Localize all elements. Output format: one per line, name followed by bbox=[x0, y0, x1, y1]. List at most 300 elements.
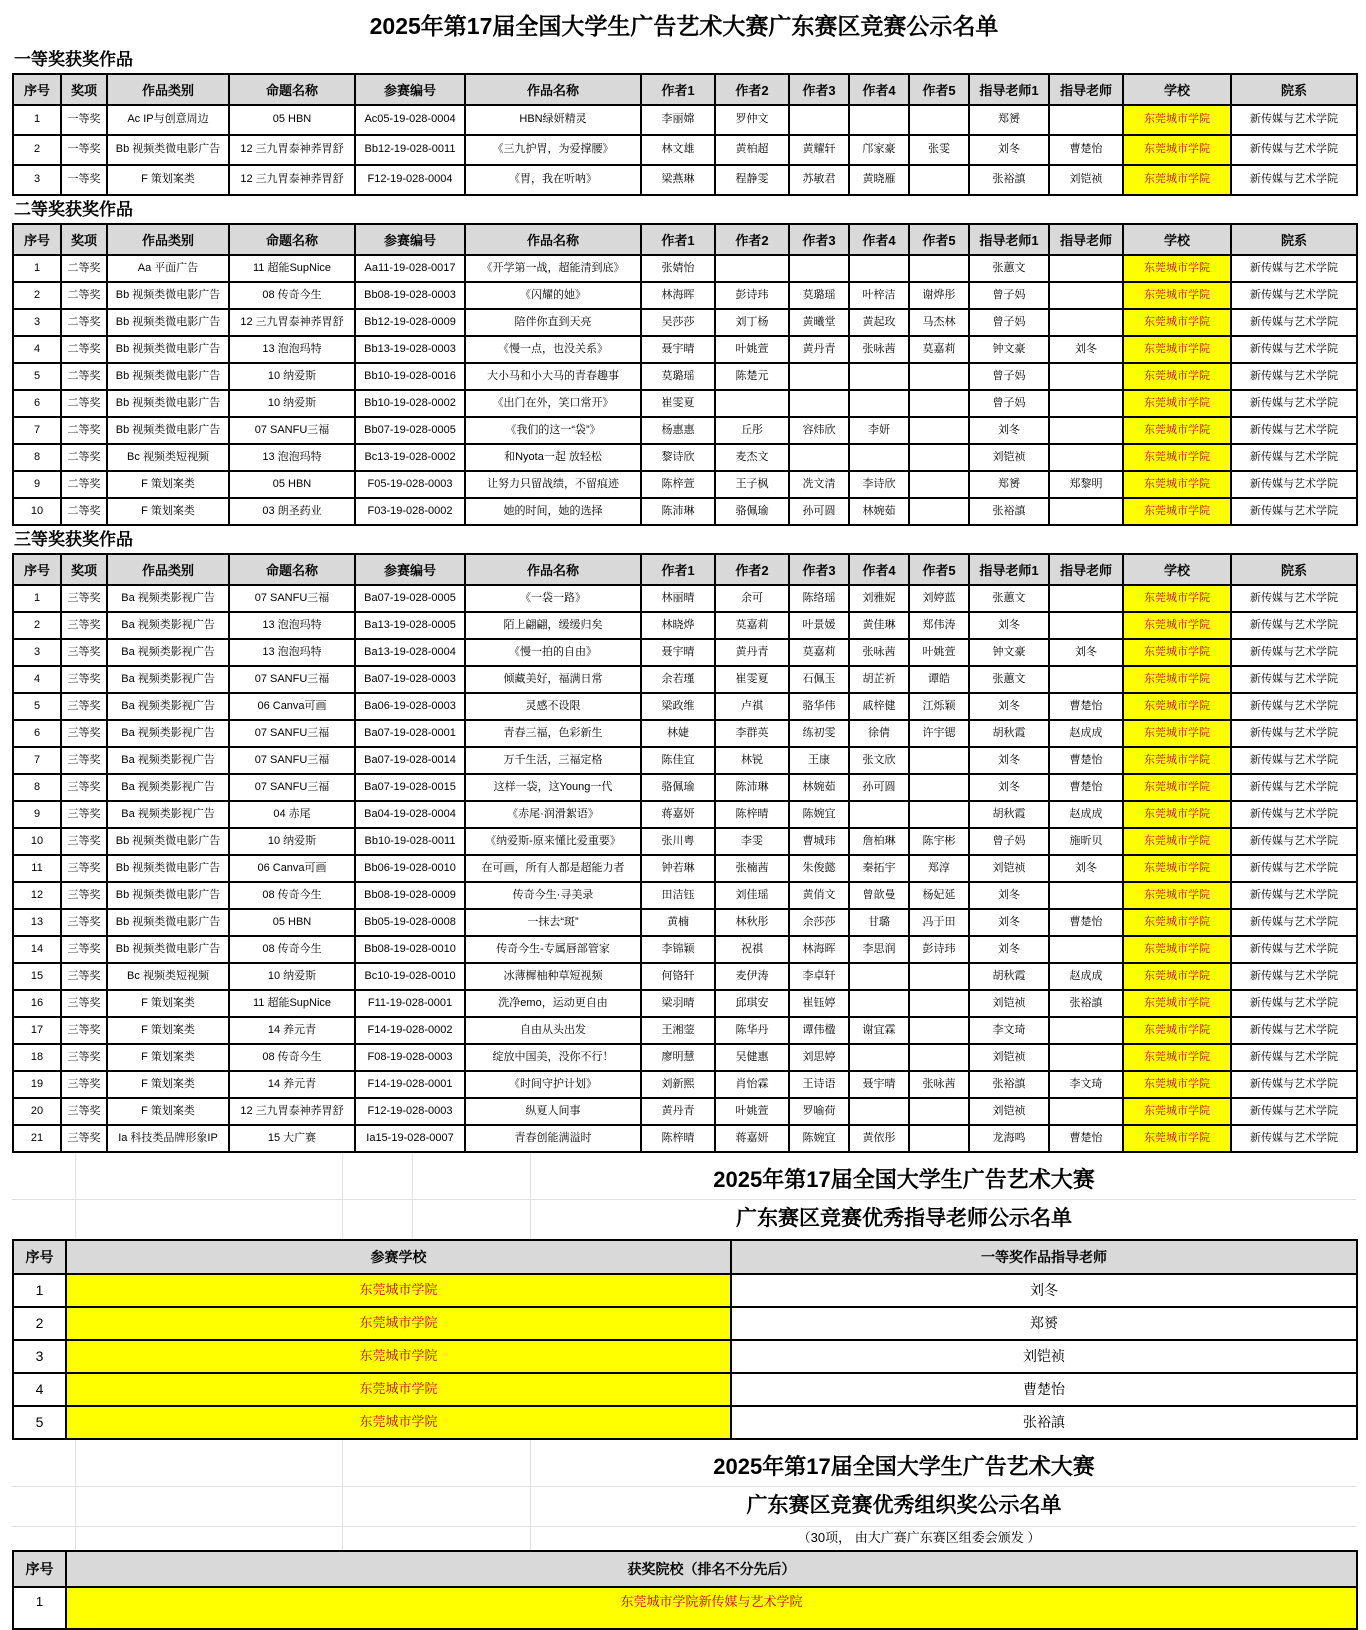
table-cell: F14-19-028-0001 bbox=[355, 1071, 465, 1098]
table-cell: 3 bbox=[13, 309, 61, 336]
table-cell: 刘铠祯 bbox=[969, 1044, 1049, 1071]
table-cell: 1 bbox=[13, 255, 61, 282]
org-award-title-band bbox=[12, 1440, 1356, 1550]
table-cell: 东莞城市学院 bbox=[1123, 666, 1231, 693]
section-label-first-prize: 一等奖获奖作品 bbox=[14, 50, 133, 69]
table-cell: 罗仲文 bbox=[715, 105, 789, 135]
table-cell: 1 bbox=[13, 1587, 66, 1629]
table-cell: 刘冬 bbox=[969, 882, 1049, 909]
table-cell: 刘冬 bbox=[969, 693, 1049, 720]
table-cell: 施昕贝 bbox=[1049, 828, 1123, 855]
table-cell: 曾子妈 bbox=[969, 282, 1049, 309]
table-cell: 陈梓晴 bbox=[715, 801, 789, 828]
table-cell: 胡秋霞 bbox=[969, 720, 1049, 747]
table-cell: 曾子妈 bbox=[969, 828, 1049, 855]
table-row bbox=[13, 336, 1357, 363]
grid-line bbox=[530, 1153, 531, 1239]
table-cell: Bb08-19-028-0003 bbox=[355, 282, 465, 309]
table-cell bbox=[909, 801, 969, 828]
table-cell: 刘冬 bbox=[969, 612, 1049, 639]
table-cell: 刘丁杨 bbox=[715, 309, 789, 336]
table-cell: 骆华伟 bbox=[789, 693, 849, 720]
table-cell: 叶姚萱 bbox=[715, 336, 789, 363]
table-cell: Ba 视频类影视广告 bbox=[107, 639, 229, 666]
table-cell: 三等奖 bbox=[61, 909, 107, 936]
table-cell: 李文琦 bbox=[969, 1017, 1049, 1044]
table-cell: 新传媒与艺术学院 bbox=[1231, 612, 1357, 639]
table-row bbox=[13, 882, 1357, 909]
table-cell: 莫璐瑶 bbox=[641, 363, 715, 390]
table-cell: 06 Canva可画 bbox=[229, 855, 355, 882]
table-cell: 新传媒与艺术学院 bbox=[1231, 747, 1357, 774]
table-cell: 钟若琳 bbox=[641, 855, 715, 882]
table-cell: 刘冬 bbox=[969, 909, 1049, 936]
table-cell: 林婉茹 bbox=[849, 498, 909, 525]
table-cell: 冼文清 bbox=[789, 471, 849, 498]
table-cell: 07 SANFU三福 bbox=[229, 747, 355, 774]
table-cell bbox=[909, 471, 969, 498]
table-cell: 三等奖 bbox=[61, 882, 107, 909]
table-cell: 吴健惠 bbox=[715, 1044, 789, 1071]
table-cell: 大小马和小大马的青春趣事 bbox=[465, 363, 641, 390]
table-cell: 刘佳瑶 bbox=[715, 882, 789, 909]
teacher-list-title-band bbox=[12, 1153, 1356, 1239]
table-cell: 新传媒与艺术学院 bbox=[1231, 666, 1357, 693]
column-header: 作品类别 bbox=[107, 224, 229, 255]
table-cell: Ba04-19-028-0004 bbox=[355, 801, 465, 828]
table-cell: 三等奖 bbox=[61, 963, 107, 990]
table-cell: 东莞城市学院 bbox=[1123, 963, 1231, 990]
table-cell: 10 纳爱斯 bbox=[229, 390, 355, 417]
table-cell: 传奇今生·寻美录 bbox=[465, 882, 641, 909]
table-cell: 梁羽晴 bbox=[641, 990, 715, 1017]
table-cell: 张蕙文 bbox=[969, 585, 1049, 612]
table-cell: 东莞城市学院 bbox=[1123, 309, 1231, 336]
table-cell: 杨惠惠 bbox=[641, 417, 715, 444]
table-cell bbox=[849, 444, 909, 471]
table-cell: 二等奖 bbox=[61, 471, 107, 498]
table-cell: 06 Canva可画 bbox=[229, 693, 355, 720]
table-cell: 二等奖 bbox=[61, 255, 107, 282]
table-cell bbox=[1049, 936, 1123, 963]
table-cell: 三等奖 bbox=[61, 666, 107, 693]
table-cell: 二等奖 bbox=[61, 498, 107, 525]
table-row bbox=[13, 1307, 1357, 1340]
table-cell: 张裕謓 bbox=[969, 498, 1049, 525]
table-cell: 二等奖 bbox=[61, 444, 107, 471]
table-cell: 郑赟 bbox=[731, 1307, 1357, 1340]
column-header: 指导老师 bbox=[1049, 224, 1123, 255]
table-cell: 2 bbox=[13, 612, 61, 639]
table-cell: 刘冬 bbox=[969, 417, 1049, 444]
table-cell: 三等奖 bbox=[61, 612, 107, 639]
table-cell: 张咏茜 bbox=[849, 639, 909, 666]
table-cell: 05 HBN bbox=[229, 105, 355, 135]
table-cell: 东莞城市学院 bbox=[1123, 909, 1231, 936]
table-cell: 新传媒与艺术学院 bbox=[1231, 165, 1357, 195]
column-header: 作者1 bbox=[641, 224, 715, 255]
table-cell: 东莞城市学院 bbox=[1123, 693, 1231, 720]
table-cell: 绽放中国美，没你不行！ bbox=[465, 1044, 641, 1071]
header-row bbox=[13, 74, 1357, 105]
table-row bbox=[13, 828, 1357, 855]
table-cell: 郑赟 bbox=[969, 105, 1049, 135]
table-cell: 13 泡泡玛特 bbox=[229, 612, 355, 639]
table-cell: 孙可圆 bbox=[849, 774, 909, 801]
table-cell: 林晓烨 bbox=[641, 612, 715, 639]
column-header: 作品名称 bbox=[465, 554, 641, 585]
table-cell: 传奇今生-专属唇部管家 bbox=[465, 936, 641, 963]
table-cell bbox=[909, 963, 969, 990]
table-cell: 李思润 bbox=[849, 936, 909, 963]
table-cell: 新传媒与艺术学院 bbox=[1231, 471, 1357, 498]
header-row bbox=[13, 224, 1357, 255]
table-cell: 5 bbox=[13, 1406, 66, 1439]
table-cell: 东莞城市学院 bbox=[1123, 363, 1231, 390]
column-header: 作者2 bbox=[715, 554, 789, 585]
table-cell: 东莞城市学院 bbox=[1123, 774, 1231, 801]
table-cell: 三等奖 bbox=[61, 693, 107, 720]
table-cell: 彭诗玮 bbox=[715, 282, 789, 309]
table-cell: Bb06-19-028-0010 bbox=[355, 855, 465, 882]
table-cell: 徐倩 bbox=[849, 720, 909, 747]
table-cell: 东莞城市学院 bbox=[1123, 105, 1231, 135]
table-cell: 刘铠祯 bbox=[969, 1098, 1049, 1125]
header-row bbox=[13, 1240, 1357, 1274]
grid-line bbox=[12, 1199, 1356, 1200]
table-cell: 新传媒与艺术学院 bbox=[1231, 1044, 1357, 1071]
table-cell: 李丽嫦 bbox=[641, 105, 715, 135]
table-cell: 新传媒与艺术学院 bbox=[1231, 909, 1357, 936]
table-cell: 08 传奇今生 bbox=[229, 936, 355, 963]
column-header: 作者1 bbox=[641, 554, 715, 585]
table-cell bbox=[849, 105, 909, 135]
column-header: 作者4 bbox=[849, 224, 909, 255]
table-cell: 钟文豪 bbox=[969, 639, 1049, 666]
column-header: 作者5 bbox=[909, 224, 969, 255]
table-cell: 刘铠祯 bbox=[969, 990, 1049, 1017]
table-cell: 07 SANFU三福 bbox=[229, 585, 355, 612]
table-cell: 新传媒与艺术学院 bbox=[1231, 390, 1357, 417]
table-cell: 黄曦堂 bbox=[789, 309, 849, 336]
table-row bbox=[13, 747, 1357, 774]
page-title: 2025年第17届全国大学生广告艺术大赛广东赛区竞赛公示名单 bbox=[369, 13, 999, 39]
table-cell: 三等奖 bbox=[61, 747, 107, 774]
table-cell: 赵成成 bbox=[1049, 963, 1123, 990]
table-cell: F08-19-028-0003 bbox=[355, 1044, 465, 1071]
table-body bbox=[13, 105, 1357, 195]
table-cell: Ba 视频类影视广告 bbox=[107, 801, 229, 828]
table-row bbox=[13, 1587, 1357, 1629]
table-cell: 二等奖 bbox=[61, 363, 107, 390]
table-cell: 聂宇晴 bbox=[641, 639, 715, 666]
table-cell: 1 bbox=[13, 105, 61, 135]
table-cell bbox=[1049, 1098, 1123, 1125]
table-cell: Bb 视频类微电影广告 bbox=[107, 309, 229, 336]
table-cell: 陈梓晴 bbox=[641, 1125, 715, 1152]
table-header bbox=[13, 74, 1357, 105]
table-cell: 曹楚怡 bbox=[1049, 135, 1123, 165]
table-cell bbox=[1049, 666, 1123, 693]
table-cell: 16 bbox=[13, 990, 61, 1017]
table-row bbox=[13, 720, 1357, 747]
table-cell: 黄丹青 bbox=[715, 639, 789, 666]
table-cell: Bb05-19-028-0008 bbox=[355, 909, 465, 936]
column-header: 参赛编号 bbox=[355, 554, 465, 585]
table-cell: 张婧怡 bbox=[641, 255, 715, 282]
table-cell bbox=[909, 363, 969, 390]
table-row bbox=[13, 135, 1357, 165]
table-cell: 东莞城市学院 bbox=[1123, 165, 1231, 195]
table-cell: 曾歆曼 bbox=[849, 882, 909, 909]
table-cell: Bc 视频类短视频 bbox=[107, 444, 229, 471]
table-cell: 谢烨彤 bbox=[909, 282, 969, 309]
table-cell: 东莞城市学院 bbox=[1123, 801, 1231, 828]
table-cell: Bb 视频类微电影广告 bbox=[107, 828, 229, 855]
table-cell: 张蕙文 bbox=[969, 255, 1049, 282]
org-award-table bbox=[12, 1550, 1358, 1630]
table-cell: 张裕謓 bbox=[969, 1071, 1049, 1098]
table-cell: Ba07-19-028-0001 bbox=[355, 720, 465, 747]
table-cell bbox=[849, 363, 909, 390]
table-cell: 曹楚怡 bbox=[1049, 693, 1123, 720]
table-cell: 林海晖 bbox=[641, 282, 715, 309]
table-cell: 14 养元青 bbox=[229, 1071, 355, 1098]
table-row bbox=[13, 801, 1357, 828]
table-row bbox=[13, 1098, 1357, 1125]
table-cell: 李雯 bbox=[715, 828, 789, 855]
table-cell: 黄佳琳 bbox=[849, 612, 909, 639]
column-header: 作者3 bbox=[789, 74, 849, 105]
column-header: 作品名称 bbox=[465, 74, 641, 105]
column-header: 院系 bbox=[1231, 224, 1357, 255]
table-cell: 刘婷蓝 bbox=[909, 585, 969, 612]
table-cell: 一抹去“斑” bbox=[465, 909, 641, 936]
table-cell: 何铬轩 bbox=[641, 963, 715, 990]
table-cell: Ba 视频类影视广告 bbox=[107, 666, 229, 693]
table-cell: 林海晖 bbox=[789, 936, 849, 963]
table-cell: Bc10-19-028-0010 bbox=[355, 963, 465, 990]
table-cell: 许宇锶 bbox=[909, 720, 969, 747]
table-cell: 万千生活，三福定格 bbox=[465, 747, 641, 774]
table-cell: Ba 视频类影视广告 bbox=[107, 747, 229, 774]
table-cell: 7 bbox=[13, 417, 61, 444]
table-cell: 戚梓健 bbox=[849, 693, 909, 720]
table-cell: 东莞城市学院 bbox=[1123, 585, 1231, 612]
column-header: 序号 bbox=[13, 1551, 66, 1587]
column-header: 序号 bbox=[13, 1240, 66, 1274]
table-cell: 07 SANFU三福 bbox=[229, 774, 355, 801]
table-cell: 陈梓萱 bbox=[641, 471, 715, 498]
org-award-title-line2: 广东赛区竞赛优秀组织奖公示名单 bbox=[746, 1494, 1062, 1517]
table-row bbox=[13, 105, 1357, 135]
table-cell: 三等奖 bbox=[61, 1044, 107, 1071]
table-cell: 三等奖 bbox=[61, 1071, 107, 1098]
table-cell: 刘铠祯 bbox=[731, 1340, 1357, 1373]
table-cell: 曹楚怡 bbox=[731, 1373, 1357, 1406]
table-cell: 东莞城市学院 bbox=[66, 1307, 731, 1340]
table-cell: 三等奖 bbox=[61, 774, 107, 801]
table-cell: 黄俏文 bbox=[789, 882, 849, 909]
table-cell: 曹楚怡 bbox=[1049, 747, 1123, 774]
table-cell bbox=[909, 774, 969, 801]
table-cell: 《开学第一战，超能清到底》 bbox=[465, 255, 641, 282]
table-cell: 新传媒与艺术学院 bbox=[1231, 855, 1357, 882]
table-row bbox=[13, 1044, 1357, 1071]
table-cell: Ba07-19-028-0005 bbox=[355, 585, 465, 612]
table-cell: 4 bbox=[13, 1373, 66, 1406]
table-cell: 三等奖 bbox=[61, 1098, 107, 1125]
column-header: 学校 bbox=[1123, 224, 1231, 255]
table-cell: 13 bbox=[13, 909, 61, 936]
table-cell: 《闪耀的她》 bbox=[465, 282, 641, 309]
table-cell: 冰薄樨柚种草短视频 bbox=[465, 963, 641, 990]
table-cell: 刘冬 bbox=[731, 1274, 1357, 1307]
table-cell: 青春三福，色彩新生 bbox=[465, 720, 641, 747]
table-cell: 和Nyota一起 放轻松 bbox=[465, 444, 641, 471]
table-cell: 聂宇晴 bbox=[641, 336, 715, 363]
table-cell: 林文雄 bbox=[641, 135, 715, 165]
table-cell: 莫嘉莉 bbox=[909, 336, 969, 363]
table-cell: 东莞城市学院 bbox=[1123, 747, 1231, 774]
table-cell: 东莞城市学院 bbox=[1123, 471, 1231, 498]
org-award-note: （30项， 由大广赛广东赛区组委会颁发 ） bbox=[797, 1530, 1041, 1545]
table-cell: 东莞城市学院 bbox=[1123, 390, 1231, 417]
grid-line bbox=[12, 1526, 1356, 1527]
table-cell bbox=[909, 105, 969, 135]
table-cell: 王子枫 bbox=[715, 471, 789, 498]
table-cell: 林秋彤 bbox=[715, 909, 789, 936]
table-cell: 《出门在外，笑口常开》 bbox=[465, 390, 641, 417]
table-cell: 三等奖 bbox=[61, 1125, 107, 1152]
table-cell: Ba13-19-028-0005 bbox=[355, 612, 465, 639]
table-cell: 新传媒与艺术学院 bbox=[1231, 828, 1357, 855]
table-cell: 叶姚萱 bbox=[909, 639, 969, 666]
table-cell: 三等奖 bbox=[61, 828, 107, 855]
table-cell bbox=[789, 444, 849, 471]
table-cell: 三等奖 bbox=[61, 990, 107, 1017]
table-cell: 刘冬 bbox=[969, 936, 1049, 963]
table-row bbox=[13, 1125, 1357, 1152]
table-cell bbox=[789, 105, 849, 135]
table-cell: 《慢一拍的自由》 bbox=[465, 639, 641, 666]
table-cell: 11 超能SupNice bbox=[229, 990, 355, 1017]
table-cell: 莫嘉莉 bbox=[789, 639, 849, 666]
table-cell: 她的时间，她的选择 bbox=[465, 498, 641, 525]
table-cell: 新传媒与艺术学院 bbox=[1231, 585, 1357, 612]
column-header: 序号 bbox=[13, 74, 61, 105]
table-cell: 王康 bbox=[789, 747, 849, 774]
column-header: 参赛学校 bbox=[66, 1240, 731, 1274]
table-cell: 林锐 bbox=[715, 747, 789, 774]
table-cell: 曾子妈 bbox=[969, 363, 1049, 390]
table-cell: Bc 视频类短视频 bbox=[107, 963, 229, 990]
table-cell: 罗喻荷 bbox=[789, 1098, 849, 1125]
table-cell: 08 传奇今生 bbox=[229, 282, 355, 309]
table-cell: 曹城玮 bbox=[789, 828, 849, 855]
table-cell: 东莞城市学院 bbox=[1123, 336, 1231, 363]
table-cell: 6 bbox=[13, 720, 61, 747]
table-cell: 19 bbox=[13, 1071, 61, 1098]
table-cell: 苏敏君 bbox=[789, 165, 849, 195]
table-cell: 03 朗圣药业 bbox=[229, 498, 355, 525]
table-row bbox=[13, 471, 1357, 498]
table-cell: 东莞城市学院 bbox=[1123, 1071, 1231, 1098]
table-cell: 13 泡泡玛特 bbox=[229, 444, 355, 471]
table-cell: 崔雯夏 bbox=[641, 390, 715, 417]
table-cell bbox=[789, 255, 849, 282]
table-row bbox=[13, 363, 1357, 390]
first-prize-table bbox=[12, 73, 1358, 196]
table-cell: 7 bbox=[13, 747, 61, 774]
table-cell: 12 三九胃泰神荞胃舒 bbox=[229, 1098, 355, 1125]
column-header: 学校 bbox=[1123, 74, 1231, 105]
table-cell: 黎诗欣 bbox=[641, 444, 715, 471]
table-cell: Ba13-19-028-0004 bbox=[355, 639, 465, 666]
grid-line bbox=[12, 1486, 1356, 1487]
table-cell: Ba06-19-028-0003 bbox=[355, 693, 465, 720]
table-cell: 曹楚怡 bbox=[1049, 1125, 1123, 1152]
table-cell: 李群英 bbox=[715, 720, 789, 747]
table-cell bbox=[1049, 363, 1123, 390]
table-cell: 3 bbox=[13, 165, 61, 195]
teacher-list-title-line1: 2025年第17届全国大学生广告艺术大赛 bbox=[713, 1167, 1095, 1192]
table-cell: 曹楚怡 bbox=[1049, 774, 1123, 801]
table-cell: 东莞城市学院 bbox=[1123, 255, 1231, 282]
table-cell: Bb10-19-028-0011 bbox=[355, 828, 465, 855]
table-row bbox=[13, 309, 1357, 336]
column-header: 指导老师 bbox=[1049, 554, 1123, 585]
grid-line bbox=[342, 1440, 343, 1550]
teacher-table bbox=[12, 1239, 1358, 1440]
table-row bbox=[13, 444, 1357, 471]
table-body bbox=[13, 1274, 1357, 1439]
table-cell: Ba07-19-028-0003 bbox=[355, 666, 465, 693]
table-cell: 刘铠祯 bbox=[969, 444, 1049, 471]
table-cell: 东莞城市学院 bbox=[1123, 855, 1231, 882]
column-header: 奖项 bbox=[61, 224, 107, 255]
table-cell: 石佩玉 bbox=[789, 666, 849, 693]
table-cell: 4 bbox=[13, 336, 61, 363]
table-cell: 04 赤尾 bbox=[229, 801, 355, 828]
table-cell: 黄丹青 bbox=[789, 336, 849, 363]
table-cell: 麦伊涛 bbox=[715, 963, 789, 990]
table-cell: 张裕謓 bbox=[969, 165, 1049, 195]
third-prize-table bbox=[12, 553, 1358, 1153]
table-cell: 8 bbox=[13, 444, 61, 471]
table-cell: F12-19-028-0004 bbox=[355, 165, 465, 195]
table-cell: 崔雯夏 bbox=[715, 666, 789, 693]
table-cell: 刘铠祯 bbox=[1049, 165, 1123, 195]
table-cell: 新传媒与艺术学院 bbox=[1231, 282, 1357, 309]
org-award-title-line1: 2025年第17届全国大学生广告艺术大赛 bbox=[713, 1454, 1095, 1479]
table-cell: 邝家豪 bbox=[849, 135, 909, 165]
column-header: 获奖院校（排名不分先后） bbox=[66, 1551, 1357, 1587]
table-cell bbox=[1049, 255, 1123, 282]
table-cell: 东莞城市学院 bbox=[1123, 417, 1231, 444]
column-header: 作品名称 bbox=[465, 224, 641, 255]
table-cell: 三等奖 bbox=[61, 801, 107, 828]
table-cell: 谭伟楹 bbox=[789, 1017, 849, 1044]
table-cell: 10 纳爱斯 bbox=[229, 363, 355, 390]
table-cell: 叶景媛 bbox=[789, 612, 849, 639]
table-cell: 11 bbox=[13, 855, 61, 882]
table-cell: 卢祺 bbox=[715, 693, 789, 720]
table-cell: 钟文豪 bbox=[969, 336, 1049, 363]
table-cell: 张裕謓 bbox=[1049, 990, 1123, 1017]
table-cell bbox=[715, 390, 789, 417]
table-cell: 蒋嘉妍 bbox=[641, 801, 715, 828]
